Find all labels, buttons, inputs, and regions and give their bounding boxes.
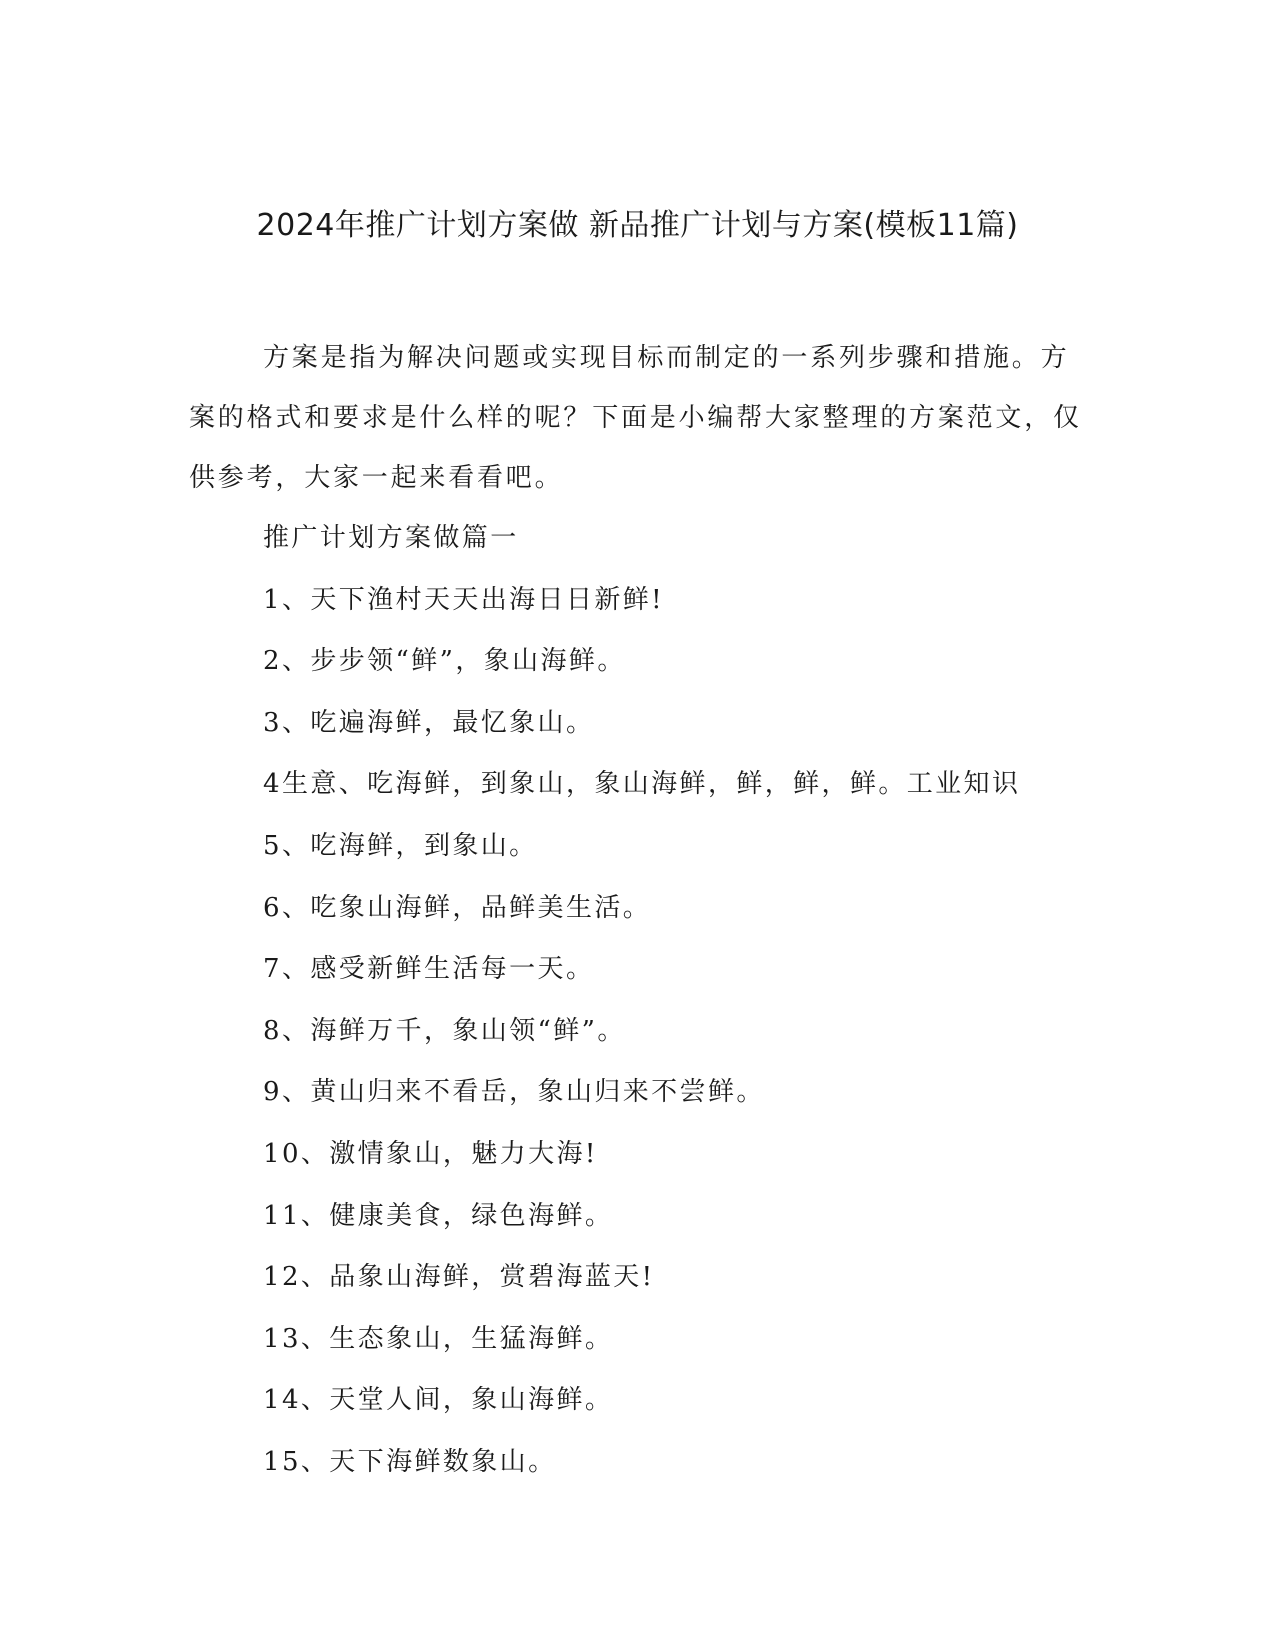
document-title: 2024年推广计划方案做 新品推广计划与方案(模板11篇) — [256, 208, 1019, 243]
list-item: 8、海鲜万千，象山领“鲜”。 — [263, 1015, 626, 1046]
list-item: 13、生态象山，生猛海鲜。 — [263, 1323, 614, 1354]
list-item: 10、激情象山，魅力大海! — [263, 1138, 598, 1169]
list-item: 4生意、吃海鲜，到象山，象山海鲜，鲜，鲜，鲜。工业知识 — [263, 769, 1021, 800]
list-item: 6、吃象山海鲜，品鲜美生活。 — [263, 892, 652, 923]
list-item: 1、天下渔村天天出海日日新鲜! — [263, 584, 664, 615]
list-item: 7、感受新鲜生活每一天。 — [263, 954, 595, 985]
slogan-list — [263, 508, 1020, 1494]
intro-paragraph: 方案是指为解决问题或实现目标而制定的一系列步骤和措施。方案的格式和要求是什么样的呢？下面是小编帮大家整理的方案范文，仅供参考，大家一起来看看吧。 — [189, 343, 1082, 493]
list-item: 14、天堂人间，象山海鲜。 — [263, 1385, 614, 1416]
list-item: 15、天下海鲜数象山。 — [263, 1446, 557, 1477]
section-heading: 推广计划方案做篇一 — [263, 523, 519, 553]
list-item: 5、吃海鲜，到象山。 — [263, 830, 538, 861]
list-item: 9、黄山归来不看岳，象山归来不尝鲜。 — [263, 1077, 765, 1108]
list-item: 12、品象山海鲜，赏碧海蓝天! — [263, 1262, 655, 1293]
list-item: 2、步步领“鲜”，象山海鲜。 — [263, 646, 626, 677]
list-item: 11、健康美食，绿色海鲜。 — [263, 1200, 614, 1231]
list-item: 3、吃遍海鲜，最忆象山。 — [263, 707, 595, 738]
